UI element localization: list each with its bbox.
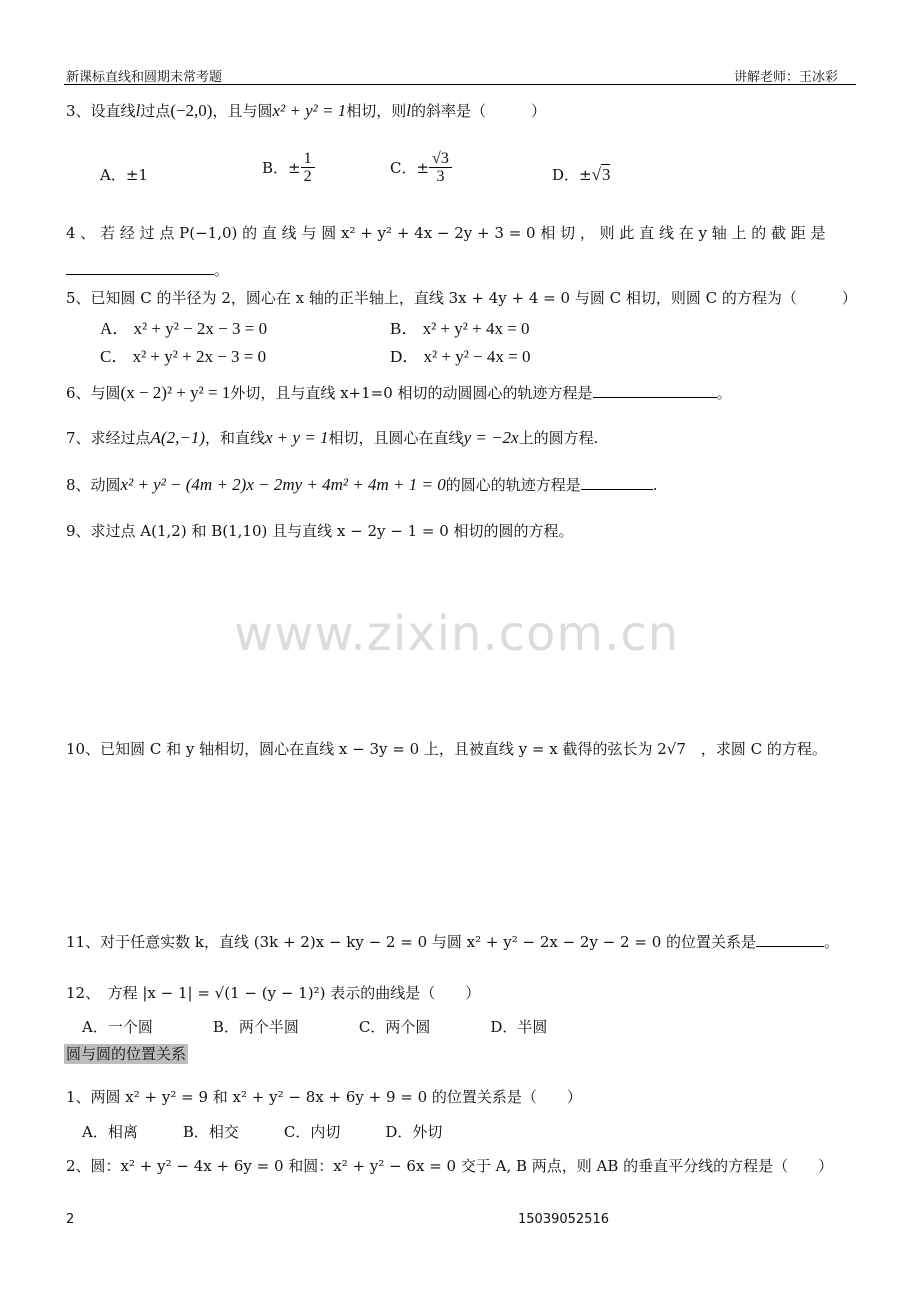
question-12: 12、 方程 |x − 1| = √(1 − (y − 1)²) 表示的曲线是（ ）: [66, 984, 481, 1002]
fraction: $\frac{1}{2}$: [301, 150, 315, 185]
question-5: 5、已知圆 C 的半径为 2，圆心在 x 轴的正半轴上，直线 3x + 4y + 4 = 0 与圆 C 相切，则圆 C 的方程为（ ）: [66, 289, 857, 307]
question-3: 3、设直线l过点(−2,0)，且与圆x² + y² = 1相切，则l的斜率是（ ）: [66, 101, 546, 120]
answer-blank: [593, 383, 717, 398]
header-title: 新课标直线和圆期末常考题: [66, 70, 223, 85]
question-11: 11、对于任意实数 k，直线 (3k + 2)x − ky − 2 = 0 与圆 x² + y² − 2x − 2y − 2 = 0 的位置关系是 。: [66, 933, 840, 951]
answer-blank: [581, 475, 653, 490]
question-7: 7、求经过点A(2,−1)，和直线x + y = 1相切，且圆心在直线y = −2x上的圆方程.: [66, 428, 599, 447]
q5-option-b: B． x² + y² + 4x = 0: [390, 319, 530, 338]
watermark: www.zixin.com.cn: [234, 606, 680, 662]
section-question-1: 1、两圆 x² + y² = 9 和 x² + y² − 8x + 6y + 9 = 0 的位置关系是（ ）: [66, 1088, 582, 1106]
question-10: 10、已知圆 C 和 y 轴相切，圆心在直线 x − 3y = 0 上，且被直线 y = x 截得的弦长为 2√7 ，求圆 C 的方程。: [66, 740, 827, 758]
q5-option-d: D． x² + y² − 4x = 0: [390, 347, 531, 366]
q5-option-a: A． x² + y² − 2x − 3 = 0: [100, 319, 268, 338]
header-rule: [64, 84, 856, 85]
q3-option-c: C．± $\frac{√3}{3}$: [390, 150, 452, 185]
page-number: 2: [66, 1212, 75, 1227]
question-4-answer-line: 。: [66, 258, 229, 280]
answer-blank: [66, 258, 214, 275]
section-heading: 圆与圆的位置关系: [66, 1045, 187, 1063]
section-question-1-options: A．相离 B．相交 C．内切 D．外切: [82, 1123, 443, 1141]
question-4: 4 、 若 经 过 点 P(−1,0) 的 直 线 与 圆 x² + y² + 4x − 2y + 3 = 0 相 切 ， 则 此 直 线 在 y 轴 上 的 截 距 是: [66, 224, 826, 242]
section-question-2: 2、圆：x² + y² − 4x + 6y = 0 和圆：x² + y² − 6x = 0 交于 A, B 两点，则 AB 的垂直平分线的方程是（ ）: [66, 1157, 834, 1175]
q3-option-d: D．±√3: [552, 165, 611, 184]
q3-option-b: B．± $\frac{1}{2}$: [262, 150, 315, 185]
q3-option-a: A．±1: [100, 166, 148, 184]
question-8: 8、动圆x² + y² − (4m + 2)x − 2my + 4m² + 4m + 1 = 0的圆心的轨迹方程是 .: [66, 475, 658, 494]
q5-option-c: C． x² + y² + 2x − 3 = 0: [100, 347, 267, 366]
q12-options: A．一个圆 B．两个半圆 C．两个圆 D．半圆: [82, 1018, 548, 1036]
header-teacher: 讲解老师：王冰彩: [734, 70, 839, 85]
fraction: $\frac{√3}{3}$: [429, 150, 452, 185]
question-9: 9、求过点 A(1,2) 和 B(1,10) 且与直线 x − 2y − 1 = 0 相切的圆的方程。: [66, 522, 574, 540]
footer-phone: 15039052516: [518, 1212, 609, 1227]
question-6: 6、与圆(x − 2)² + y² = 1外切，且与直线 x+1=0 相切的动圆圆心的轨迹方程是 。: [66, 383, 732, 402]
answer-blank: [756, 932, 824, 947]
